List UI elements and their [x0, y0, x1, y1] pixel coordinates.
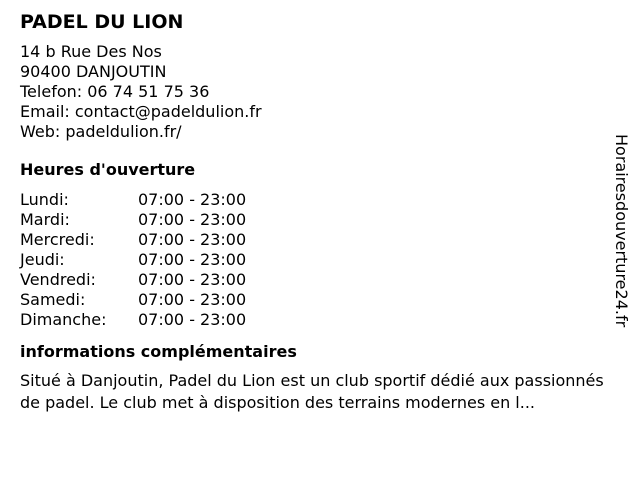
day-label: Vendredi:: [20, 270, 96, 289]
time-range: 07:00 - 23:00: [138, 190, 247, 209]
address-block: [20, 42, 620, 142]
hours-row-lundi: [20, 190, 246, 210]
day-label: Samedi:: [20, 290, 86, 309]
hours-row-vendredi: [20, 270, 246, 290]
phone-line: Telefon: 06 74 51 75 36: [20, 82, 210, 101]
email-line: Email: contact@padeldulion.fr: [20, 102, 262, 121]
business-name: PADEL DU LION: [20, 11, 184, 33]
hours-row-samedi: [20, 290, 246, 310]
opening-hours-table: [20, 190, 246, 330]
day-label: Jeudi:: [20, 250, 65, 269]
day-label: Mercredi:: [20, 230, 95, 249]
time-range: 07:00 - 23:00: [138, 250, 247, 269]
time-range: 07:00 - 23:00: [138, 230, 247, 249]
hours-row-jeudi: [20, 250, 246, 270]
time-range: 07:00 - 23:00: [138, 290, 247, 309]
site-credit: Horairesdouverture24.fr: [612, 134, 631, 328]
day-label: Lundi:: [20, 190, 69, 209]
additional-info-heading: informations complémentaires: [20, 342, 297, 361]
business-card: [20, 10, 620, 414]
opening-hours-heading: Heures d'ouverture: [20, 160, 196, 179]
street-address: 14 b Rue Des Nos: [20, 42, 162, 61]
hours-row-dimanche: [20, 310, 246, 330]
day-label: Dimanche:: [20, 310, 107, 329]
day-label: Mardi:: [20, 210, 70, 229]
time-range: 07:00 - 23:00: [138, 310, 247, 329]
hours-row-mardi: [20, 210, 246, 230]
additional-info-text: Situé à Danjoutin, Padel du Lion est un club sportif dédié aux passionnés de padel. Le club met à disposition des terrains modernes en l...: [20, 371, 604, 412]
time-range: 07:00 - 23:00: [138, 210, 247, 229]
hours-row-mercredi: [20, 230, 246, 250]
web-line: Web: padeldulion.fr/: [20, 122, 182, 141]
city-postcode: 90400 DANJOUTIN: [20, 62, 167, 81]
time-range: 07:00 - 23:00: [138, 270, 247, 289]
